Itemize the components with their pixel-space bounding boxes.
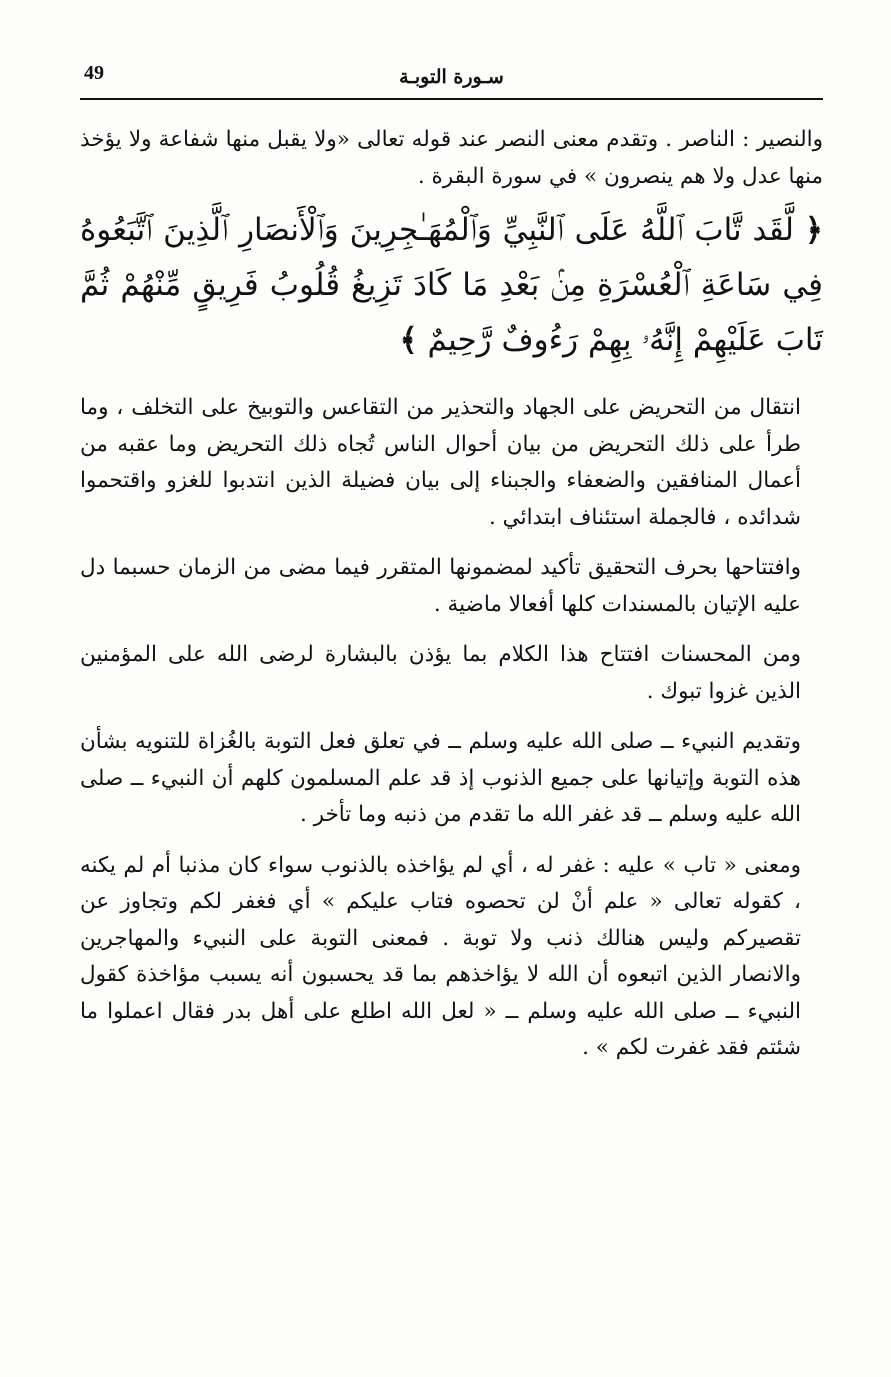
page-number: 49 — [84, 62, 104, 84]
verse-close-bracket: ﴾ — [399, 322, 418, 358]
quran-verse — [80, 203, 823, 368]
paragraph-opening: وافتتاحها بحرف التحقيق تأكيد لمضمونها المتقرر فيما مضى من الزمان حسبما دل عليه الإتيان بالمسندات كلها أفعالا ماضية . — [80, 555, 801, 617]
verse-open-bracket: ﴿ — [804, 212, 824, 248]
page-content — [80, 122, 823, 1067]
running-title: سـورة التوبـة — [399, 66, 504, 88]
verse-text: لَّقَد تَّابَ ٱللَّهُ عَلَى ٱلنَّبِيِّ وَٱلْمُهَـٰجِرِينَ وَٱلْأَنصَارِ ٱلَّذِينَ ٱتَّبَعُوهُ فِي سَاعَةِ ٱلْعُسْرَةِ مِنۢ بَعْدِ مَا كَادَ تَزِيغُ قُلُوبُ فَرِيقٍ مِّنْهُمْ ثُمَّ تَابَ عَلَيْهِمْ إِنَّهُۥ بِهِمْ رَءُوفٌ رَّحِيمٌ — [80, 212, 823, 358]
page-header — [80, 62, 823, 100]
paragraph-prophet-priority: وتقديم النبيء ــ صلى الله عليه وسلم ــ في تعلق فعل التوبة بالغُزاة للتنويه بشأن هذه التوبة وإتيانها على جميع الذنوب إذ قد علم المسلمون كلهم أن النبيء ــ صلى الله عليه وسلم ــ قد غفر الله ما تقدم من ذنبه وما تأخر . — [80, 729, 801, 827]
paragraph-tab-meaning: ومعنى « تاب » عليه : غفر له ، أي لم يؤاخذه بالذنوب سواء كان مذنبا أم لم يكنه ، كقوله تعالى « علم أنْ لن تحصوه فتاب عليكم » أي فغفر لكم وتجاوز عن تقصيركم وليس هنالك ذنب ولا توبة . فمعنى التوبة على النبيء والمهاجرين والانصار الذين اتبعوه أن الله لا يؤاخذهم بما قد يحسبون أنه يسبب مؤاخذة كقول النبيء ــ صلى الله عليه وسلم ــ « لعل الله اطلع على أهل بدر فقال اعملوا ما شئتم فقد غفرت لكم » . — [80, 852, 801, 1060]
paragraph-nasir: والنصير : الناصر . وتقدم معنى النصر عند قوله تعالى «ولا يقبل منها شفاعة ولا يؤخذ منها عدل ولا هم ينصرون » في سورة البقرة . — [80, 127, 823, 189]
paragraph-rhetoric: ومن المحسنات افتتاح هذا الكلام بما يؤذن بالبشارة لرضى الله على المؤمنين الذين غزوا تبوك . — [80, 642, 801, 704]
paragraph-transition: انتقال من التحريض على الجهاد والتحذير من التقاعس والتوبيخ على التخلف ، وما طرأ على ذلك التحريض من بيان أحوال الناس تُجاه ذلك التحريض وما عقبه من أعمال المنافقين والضعفاء والجبناء إلى بيان فضيلة الذين انتدبوا للغزو واقتحموا شدائده ، فالجملة استئناف ابتدائي . — [80, 395, 801, 530]
